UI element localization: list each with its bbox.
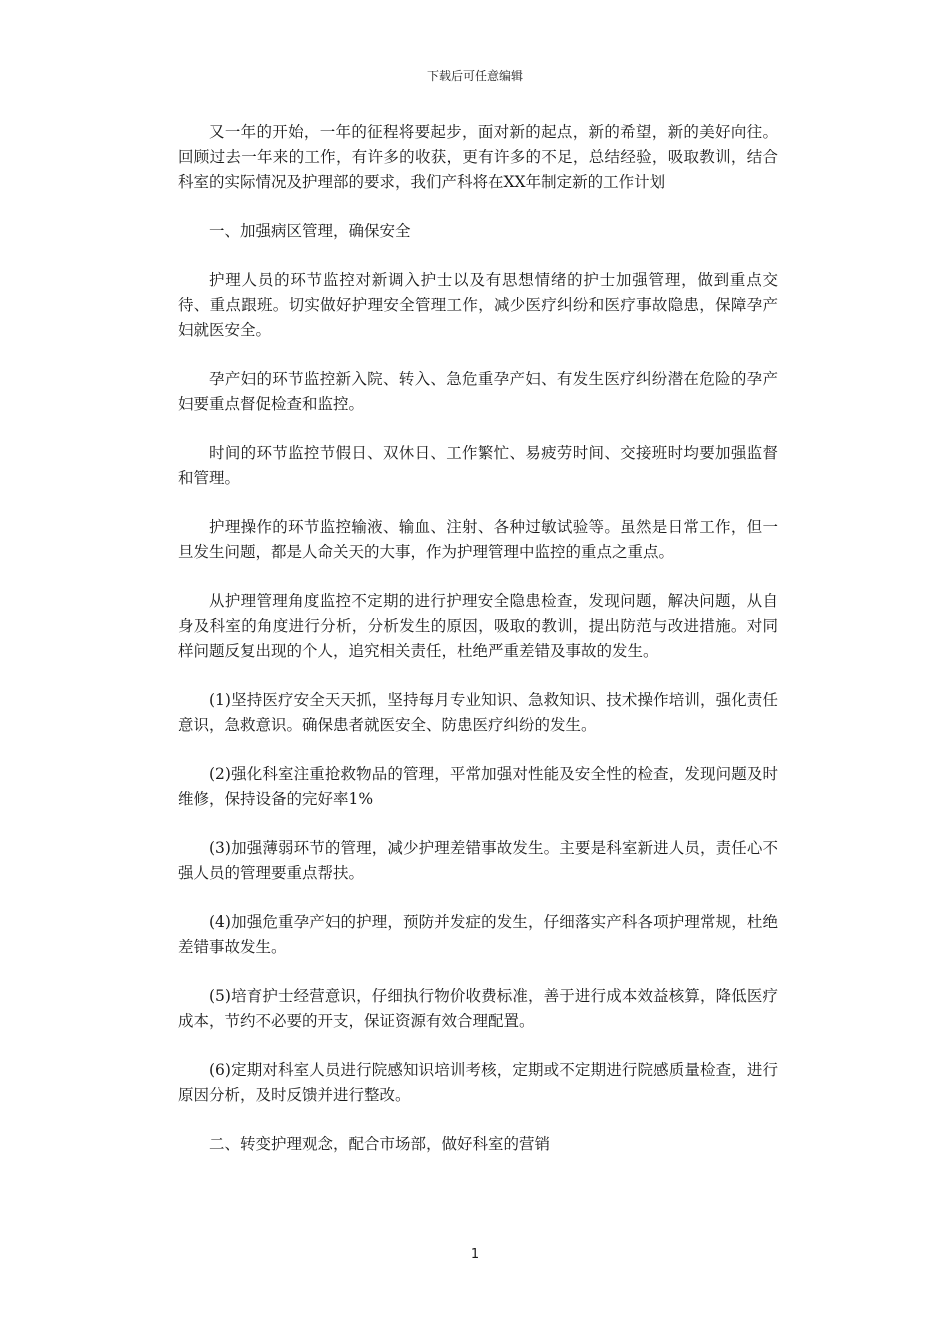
list-item: (4)加强危重孕产妇的护理，预防并发症的发生，仔细落实产科各项护理常规，杜绝差错事故发生。 bbox=[178, 913, 778, 956]
page-number: 1 bbox=[470, 1247, 480, 1262]
body-paragraph: 护理操作的环节监控输液、输血、注射、各种过敏试验等。虽然是日常工作，但一旦发生问题，都是人命关天的大事，作为护理管理中监控的重点之重点。 bbox=[178, 518, 778, 561]
document-body bbox=[178, 120, 778, 1181]
header-note: 下载后可任意编辑 bbox=[426, 69, 523, 83]
section-heading-2: 二、转变护理观念，配合市场部，做好科室的营销 bbox=[209, 1135, 551, 1153]
list-item: (2)强化科室注重抢救物品的管理，平常加强对性能及安全性的检查，发现问题及时维修，保持设备的完好率1% bbox=[178, 765, 778, 808]
body-paragraph: 护理人员的环节监控对新调入护士以及有思想情绪的护士加强管理，做到重点交待、重点跟班。切实做好护理安全管理工作，减少医疗纠纷和医疗事故隐患，保障孕产妇就医安全。 bbox=[178, 271, 778, 339]
list-item: (6)定期对科室人员进行院感知识培训考核，定期或不定期进行院感质量检查，进行原因分析，及时反馈并进行整改。 bbox=[178, 1061, 778, 1104]
list-item: (3)加强薄弱环节的管理，减少护理差错事故发生。主要是科室新进人员，责任心不强人员的管理要重点帮扶。 bbox=[178, 839, 778, 882]
list-item: (5)培育护士经营意识，仔细执行物价收费标准，善于进行成本效益核算，降低医疗成本，节约不必要的开支，保证资源有效合理配置。 bbox=[178, 987, 778, 1030]
body-paragraph: 孕产妇的环节监控新入院、转入、急危重孕产妇、有发生医疗纠纷潜在危险的孕产妇要重点督促检查和监控。 bbox=[178, 370, 778, 413]
body-paragraph: 时间的环节监控节假日、双休日、工作繁忙、易疲劳时间、交接班时均要加强监督和管理。 bbox=[178, 444, 778, 487]
list-item: (1)坚持医疗安全天天抓，坚持每月专业知识、急救知识、技术操作培训，强化责任意识，急救意识。确保患者就医安全、防患医疗纠纷的发生。 bbox=[178, 691, 778, 734]
body-paragraph: 从护理管理角度监控不定期的进行护理安全隐患检查，发现问题，解决问题，从自身及科室的角度进行分析，分析发生的原因，吸取的教训，提出防范与改进措施。对同样问题反复出现的个人，追究相关责任，杜绝严重差错及事故的发生。 bbox=[178, 592, 778, 660]
intro-paragraph: 又一年的开始，一年的征程将要起步，面对新的起点，新的希望，新的美好向往。回顾过去一年来的工作，有许多的收获，更有许多的不足，总结经验，吸取教训，结合科室的实际情况及护理部的要求，我们产科将在XX年制定新的工作计划 bbox=[178, 123, 778, 191]
section-heading-1: 一、加强病区管理，确保安全 bbox=[209, 222, 411, 240]
